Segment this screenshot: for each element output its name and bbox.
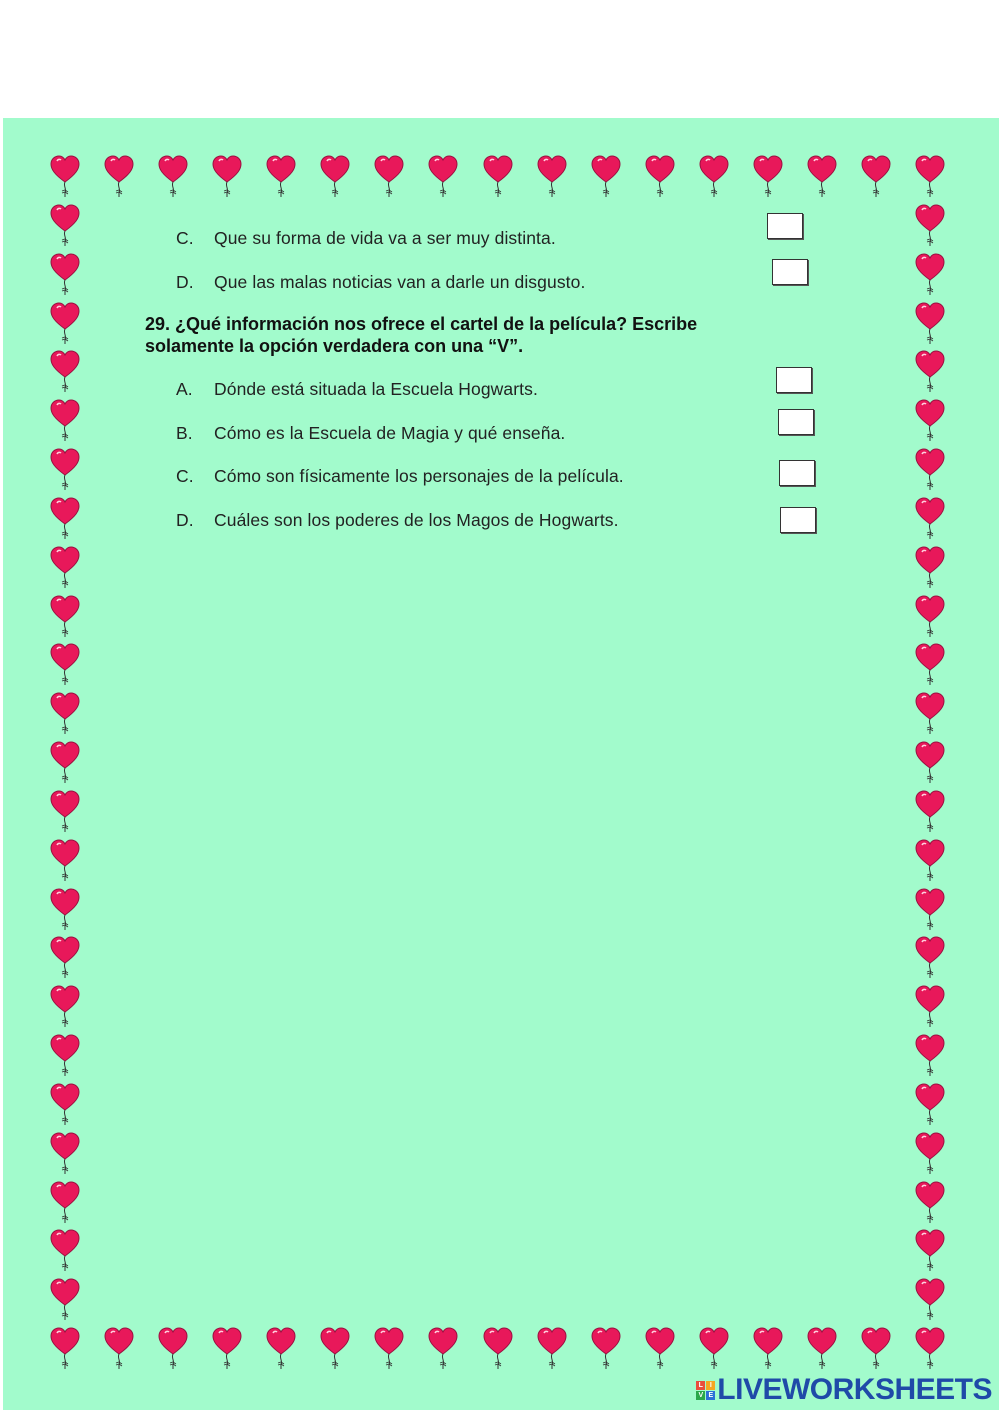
option-d: D. Cuáles son los poderes de los Magos de Hogwarts. xyxy=(176,510,619,530)
answer-box-b[interactable] xyxy=(778,409,814,435)
option-c-previous: C. Que su forma de vida va a ser muy distinta. xyxy=(176,228,556,248)
answer-box-c-previous[interactable] xyxy=(767,213,803,239)
option-a: A. Dónde está situada la Escuela Hogwarts. xyxy=(176,379,538,399)
answer-box-c[interactable] xyxy=(779,460,815,486)
option-d-previous: D. Que las malas noticias van a darle un disgusto. xyxy=(176,272,586,292)
question-29: 29. ¿Qué información nos ofrece el cartel de la película? Escribe solamente la opción verdadera con una “V”. xyxy=(145,314,698,356)
logo-mark-icon: L I V E xyxy=(696,1381,715,1400)
option-b: B. Cómo es la Escuela de Magia y qué enseña. xyxy=(176,423,566,443)
option-c: C. Cómo son físicamente los personajes de la película. xyxy=(176,466,624,486)
answer-box-d-previous[interactable] xyxy=(772,259,808,285)
answer-box-a[interactable] xyxy=(776,367,812,393)
liveworksheets-logo xyxy=(696,1373,992,1407)
answer-box-d[interactable] xyxy=(780,507,816,533)
logo-text: LIVEWORKSHEETS xyxy=(717,1373,992,1406)
